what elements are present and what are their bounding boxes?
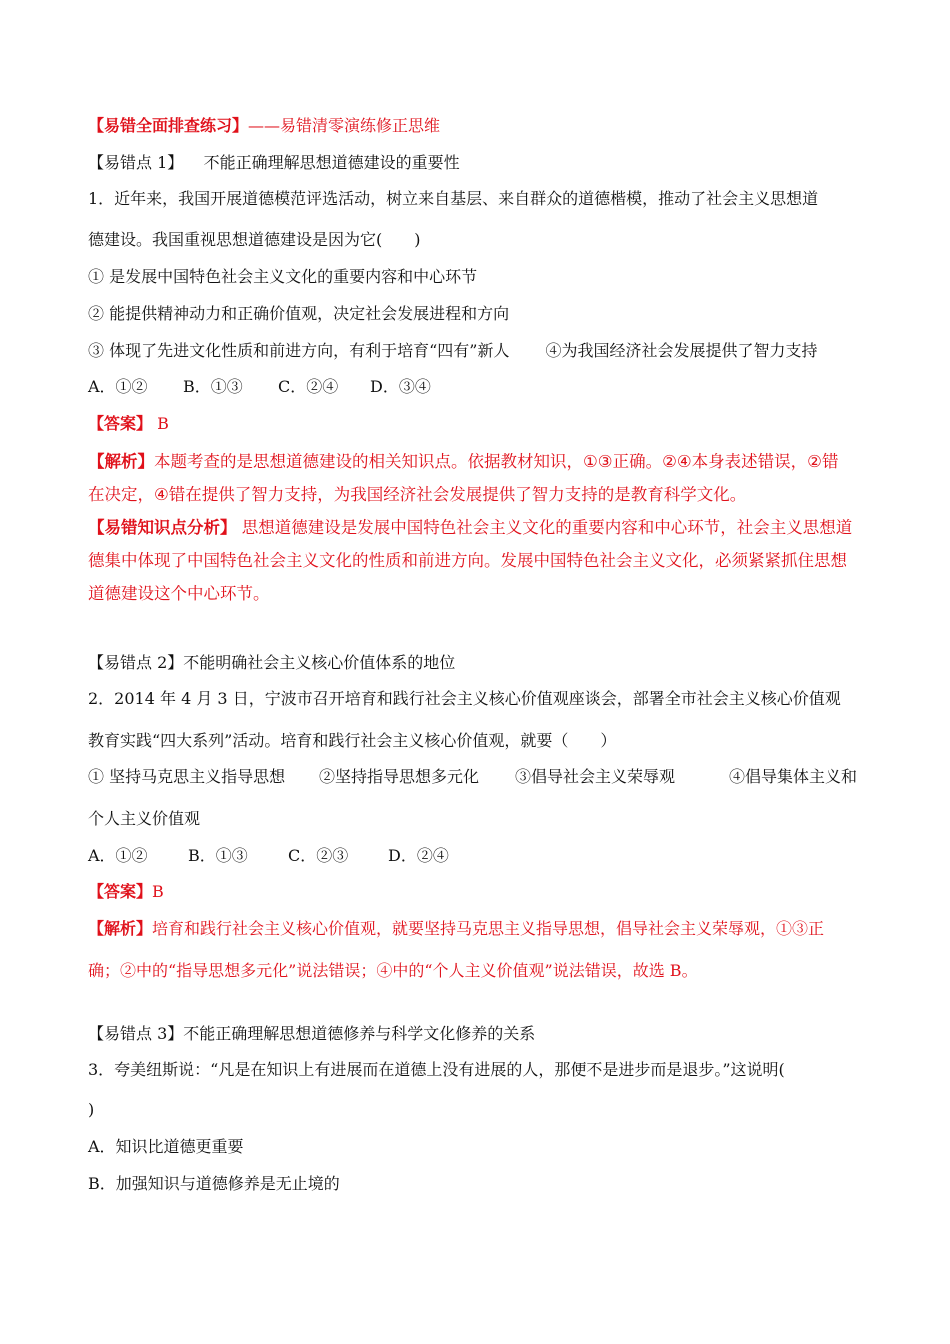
analysis-label: 【解析】 (88, 452, 154, 471)
section-header-subtitle: ——易错清零演练修正思维 (248, 116, 441, 135)
knowledge-analysis (88, 517, 852, 539)
knowledge-analysis: 道德建设这个中心环节。 (88, 584, 270, 603)
statement: ② 能提供精神动力和正确价值观，决定社会发展进程和方向 (88, 304, 510, 323)
statement: ④倡导集体主义和 (729, 767, 858, 786)
error-point-label: 【易错点 2】 (88, 653, 184, 672)
answer-label: 【答案】 (88, 882, 153, 901)
analysis-text (88, 918, 824, 940)
statement (88, 340, 817, 362)
answer-line (88, 413, 169, 435)
statement: ②坚持指导思想多元化 (319, 767, 480, 786)
statement-part: ③ 体现了先进文化性质和前进方向，有利于培育“四有”新人 (88, 341, 510, 360)
question-text: 2．2014 年 4 月 3 日，宁波市召开培育和践行社会主义核心价值观座谈会，部署全市社会主义核心价值观 (88, 689, 841, 708)
section-header-label: 【易错全面排查练习】 (88, 116, 249, 135)
statement: ③倡导社会主义荣辱观 (515, 767, 676, 786)
options-row (88, 845, 449, 867)
question-text: 3．夸美纽斯说：“凡是在知识上有进展而在道德上没有进展的人，那便不是进步而是退步。”这说明( (88, 1060, 785, 1079)
option-b: B．加强知识与道德修养是无止境的 (88, 1174, 340, 1193)
error-point-heading (88, 1023, 535, 1045)
option-d: D．②④ (388, 846, 449, 865)
statements-row (88, 766, 857, 788)
knowledge-label: 【易错知识点分析】 (88, 518, 237, 537)
error-point-title: 不能正确理解思想道德建设的重要性 (203, 153, 460, 172)
error-point-heading (88, 152, 460, 174)
option-b: B．①③ (188, 846, 248, 865)
statement: ① 坚持马克思主义指导思想 (88, 767, 286, 786)
analysis-content: 培育和践行社会主义核心价值观，就要坚持马克思主义指导思想，倡导社会主义荣辱观，①③正 (152, 919, 825, 938)
option-b: B．①③ (183, 377, 243, 396)
analysis-label: 【解析】 (88, 919, 153, 938)
analysis-text (88, 451, 838, 473)
error-point-label: 【易错点 3】 (88, 1024, 184, 1043)
option-a: A．①② (88, 846, 148, 865)
option-c: C．②③ (288, 846, 349, 865)
statement-part: ④为我国经济社会发展提供了智力支持 (545, 341, 818, 360)
question-text: 德建设。我国重视思想道德建设是因为它( ) (88, 230, 421, 249)
analysis-text: 在决定，④错在提供了智力支持，为我国经济社会发展提供了智力支持的是教育科学文化。 (88, 485, 747, 504)
option-c: C．②④ (278, 377, 339, 396)
statement: 个人主义价值观 (88, 809, 201, 828)
error-point-title: 不能正确理解思想道德修养与科学文化修养的关系 (183, 1024, 536, 1043)
question-text: 教育实践“四大系列”活动。培育和践行社会主义核心价值观，就要（ ） (88, 731, 617, 750)
answer-label: 【答案】 (88, 414, 153, 433)
question-text: ) (88, 1100, 95, 1119)
option-d: D．③④ (370, 377, 431, 396)
error-point-title: 不能明确社会主义核心价值体系的地位 (183, 653, 456, 672)
error-point-heading (88, 652, 455, 674)
answer-value: B (157, 414, 169, 433)
knowledge-analysis: 德集中体现了中国特色社会主义文化的性质和前进方向。发展中国特色社会主义文化，必须紧紧抓住思想 (88, 551, 847, 570)
answer-value: B (152, 882, 164, 901)
answer-line (88, 881, 164, 903)
section-header (88, 115, 440, 137)
option-a: A．知识比道德更重要 (88, 1137, 244, 1156)
error-point-label: 【易错点 1】 (88, 153, 184, 172)
question-text: 1．近年来，我国开展道德模范评选活动，树立来自基层、来自群众的道德楷模，推动了社会主义思想道 (88, 189, 819, 208)
option-a: A．①② (88, 377, 148, 396)
analysis-content: 本题考查的是思想道德建设的相关知识点。依据教材知识，①③正确。②④本身表述错误，②错 (154, 452, 839, 471)
analysis-text: 确；②中的“指导思想多元化”说法错误；④中的“个人主义价值观”说法错误，故选 B。 (88, 961, 698, 980)
options-row (88, 376, 431, 398)
knowledge-content: 思想道德建设是发展中国特色社会主义文化的重要内容和中心环节，社会主义思想道 (241, 518, 853, 537)
statement: ① 是发展中国特色社会主义文化的重要内容和中心环节 (88, 267, 478, 286)
